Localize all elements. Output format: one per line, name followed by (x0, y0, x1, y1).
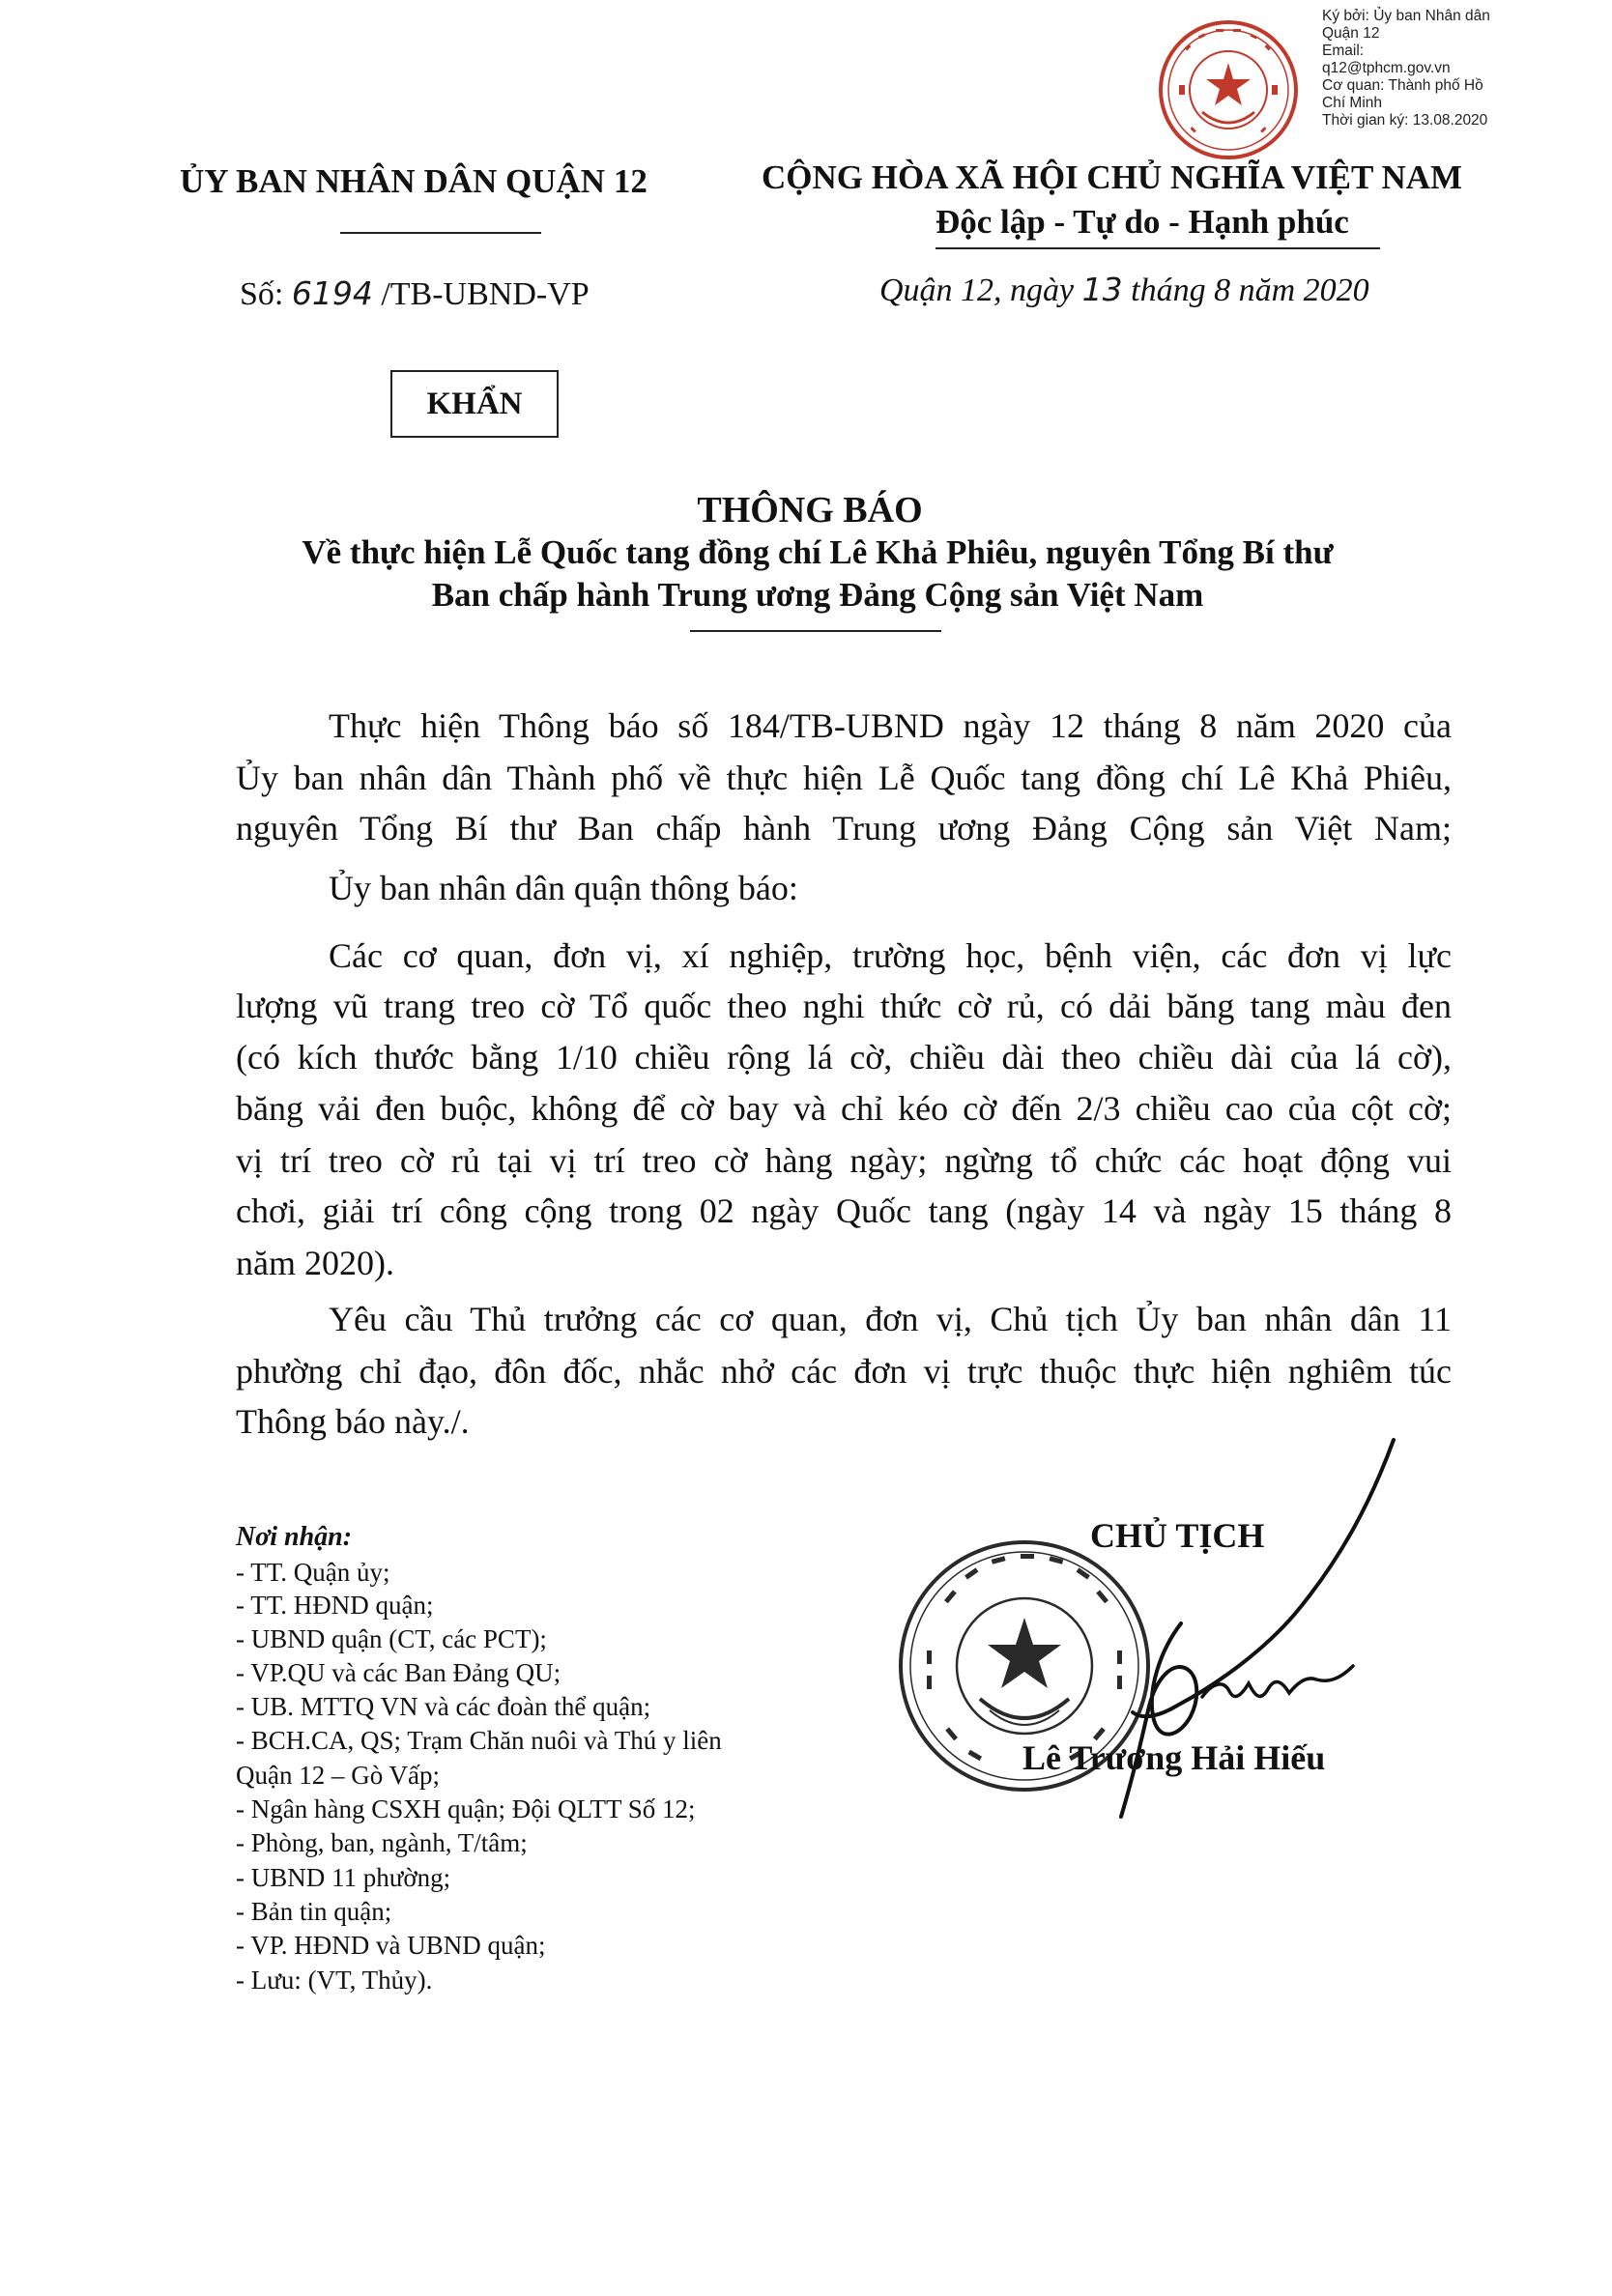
body-line: Ủy ban nhân dân quận thông báo: (329, 869, 798, 907)
motto-underline (936, 247, 1380, 249)
document-number-value: 6194 (291, 274, 373, 312)
document-title: THÔNG BÁO (697, 490, 923, 531)
title-underline (690, 630, 941, 632)
body-line: vị trí treo cờ rủ tại vị trí treo cờ hàng ngày; ngừng tổ chức các hoạt động vui (236, 1141, 1452, 1180)
recipient-item: - UBND quận (CT, các PCT); (236, 1624, 547, 1653)
body-line: băng vải đen buộc, không để cờ bay và chỉ kéo cờ đến 2/3 chiều cao của cột cờ; (236, 1089, 1452, 1128)
recipient-item: - Lưu: (VT, Thủy). (236, 1966, 433, 1995)
body-line: chơi, giải trí công cộng trong 02 ngày Quốc tang (ngày 14 và ngày 15 tháng 8 (236, 1191, 1452, 1230)
body-line: Ủy ban nhân dân Thành phố về thực hiện Lễ Quốc tang đồng chí Lê Khả Phiêu, (236, 759, 1452, 797)
document-number (240, 274, 590, 313)
digital-signature-info (1322, 8, 1612, 129)
digital-signature-line: q12@tphcm.gov.vn (1322, 60, 1451, 76)
agency-underline (340, 232, 541, 234)
digital-signature-line: Email: (1322, 43, 1365, 59)
issue-date-day: 13 (1081, 271, 1123, 308)
national-title: CỘNG HÒA XÃ HỘI CHỦ NGHĨA VIỆT NAM (762, 158, 1463, 196)
body-line: nguyên Tổng Bí thư Ban chấp hành Trung ương Đảng Cộng sản Việt Nam; (236, 809, 1452, 847)
recipient-item: - UB. MTTQ VN và các đoàn thể quận; (236, 1692, 651, 1721)
document-subtitle-line: Ban chấp hành Trung ương Đảng Cộng sản Việt Nam (431, 576, 1204, 614)
recipient-item: - Phòng, ban, ngành, T/tâm; (236, 1828, 528, 1857)
issue-date-suffix: tháng 8 năm 2020 (1122, 273, 1369, 308)
document-subtitle-line: Về thực hiện Lễ Quốc tang đồng chí Lê Khả Phiêu, nguyên Tổng Bí thư (302, 533, 1334, 571)
urgent-stamp: KHẨN (390, 370, 559, 438)
document-number-suffix: /TB-UBND-VP (372, 276, 590, 312)
digital-signature-line: Cơ quan: Thành phố Hồ (1322, 77, 1483, 94)
body-line: Thông báo này./. (236, 1402, 470, 1441)
issuing-agency: ỦY BAN NHÂN DÂN QUẬN 12 (180, 162, 648, 200)
digital-signature-line: Quận 12 (1322, 25, 1380, 42)
issue-date-prefix: Quận 12, ngày (879, 273, 1082, 308)
body-line: lượng vũ trang treo cờ Tổ quốc theo nghi thức cờ rủ, có dải băng tang màu đen (236, 987, 1452, 1025)
recipient-item: - UBND 11 phường; (236, 1863, 451, 1892)
national-motto: Độc lập - Tự do - Hạnh phúc (936, 203, 1349, 241)
document-number-prefix: Số: (240, 276, 292, 312)
body-line: năm 2020). (236, 1244, 394, 1282)
recipient-item: Quận 12 – Gò Vấp; (236, 1761, 440, 1790)
recipient-item: - BCH.CA, QS; Trạm Chăn nuôi và Thú y liên (236, 1726, 722, 1755)
recipient-item: - Bản tin quận; (236, 1897, 392, 1926)
body-line: Yêu cầu Thủ trưởng các cơ quan, đơn vị, Chủ tịch Ủy ban nhân dân 11 (329, 1300, 1452, 1338)
recipient-item: - VP. HĐND và UBND quận; (236, 1931, 546, 1960)
body-line: (có kích thước bằng 1/10 chiều rộng lá cờ, chiều dài theo chiều dài của lá cờ), (236, 1038, 1452, 1076)
recipient-item: - TT. Quận ủy; (236, 1558, 390, 1587)
recipients-title: Nơi nhận: (236, 1522, 353, 1552)
digital-signature-line: Thời gian ký: 13.08.2020 (1322, 112, 1488, 129)
digital-signature-line: Chí Minh (1322, 95, 1383, 111)
body-line: Thực hiện Thông báo số 184/TB-UBND ngày 12 tháng 8 năm 2020 của (329, 706, 1452, 745)
signer-title: CHỦ TỊCH (1090, 1516, 1265, 1555)
issue-date (879, 271, 1369, 309)
recipient-item: - TT. HĐND quận; (236, 1591, 434, 1620)
recipient-item: - Ngân hàng CSXH quận; Đội QLTT Số 12; (236, 1794, 696, 1823)
recipient-item: - VP.QU và các Ban Đảng QU; (236, 1658, 561, 1687)
digital-signature-line: Ký bởi: Ủy ban Nhân dân (1322, 8, 1490, 24)
body-line: Các cơ quan, đơn vị, xí nghiệp, trường học, bệnh viện, các đơn vị lực (329, 936, 1452, 975)
signer-name: Lê Trương Hải Hiếu (1022, 1738, 1326, 1777)
red-seal-icon (1156, 17, 1301, 162)
body-line: phường chỉ đạo, đôn đốc, nhắc nhở các đơn vị trực thuộc thực hiện nghiêm túc (236, 1352, 1452, 1391)
